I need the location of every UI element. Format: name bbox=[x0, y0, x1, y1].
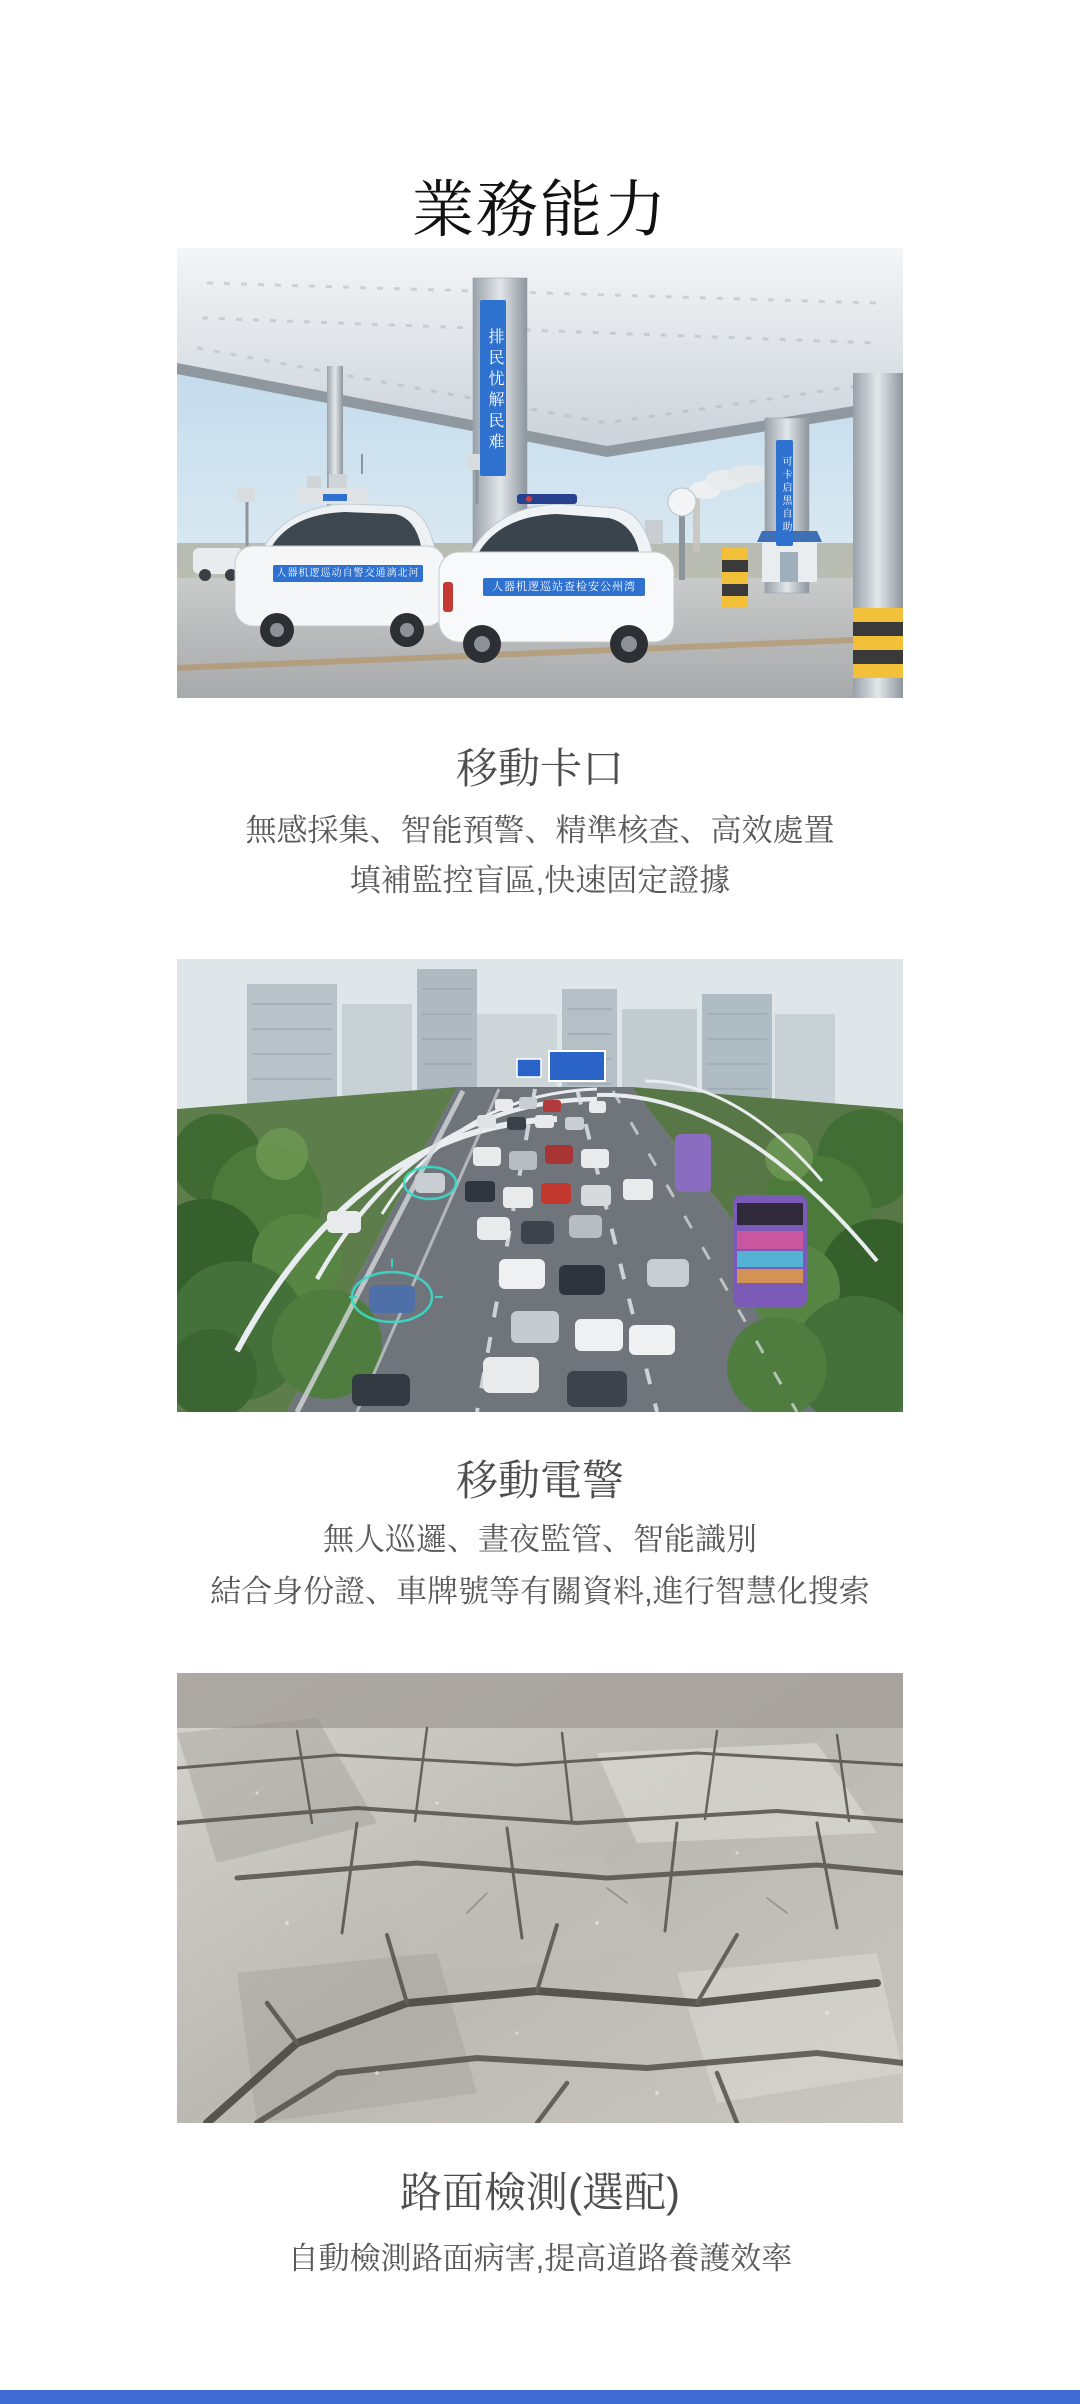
vehicle-left-banner: 人器机逻巡动自警交通漓北河 bbox=[273, 565, 423, 582]
desc-line: 無感採集、智能預警、精準核查、高效處置 bbox=[245, 813, 835, 848]
vehicle-right-banner: 人器机逻巡站查检安公州湾 bbox=[483, 578, 645, 596]
footer-blue-bar bbox=[0, 2390, 1080, 2404]
section-1-caption: 移動卡口 bbox=[455, 745, 624, 792]
section-1-description bbox=[0, 806, 1080, 906]
section-3-description bbox=[0, 2234, 1080, 2284]
desc-line: 填補監控盲區,快速固定證據 bbox=[349, 863, 731, 898]
cracked-pavement-photo bbox=[177, 1673, 903, 2123]
cracked-pavement-illustration bbox=[177, 1673, 903, 2123]
section-2-caption: 移動電警 bbox=[455, 1457, 624, 1504]
pavement-top-band bbox=[177, 1673, 903, 1728]
section-2-description bbox=[0, 1514, 1080, 1618]
page-title: 業務能力 bbox=[411, 175, 668, 245]
pillar-banner: 排民忧解民难 bbox=[480, 300, 506, 476]
pillar-banner-small: 可卡启黑自助 bbox=[776, 440, 793, 546]
toll-station-patrol-photo bbox=[177, 248, 903, 698]
desc-line: 無人巡邏、晝夜監管、智能識別 bbox=[323, 1522, 757, 1557]
desc-line: 結合身份證、車牌號等有關資料,進行智慧化搜索 bbox=[210, 1574, 870, 1609]
right-mega-pillar bbox=[853, 373, 903, 698]
striped-bollard bbox=[722, 548, 748, 608]
city-traffic-photo bbox=[177, 959, 903, 1412]
toll-station-illustration bbox=[177, 248, 903, 698]
section-3-caption: 路面檢測(選配) bbox=[400, 2169, 680, 2216]
city-traffic-illustration bbox=[177, 959, 903, 1412]
desc-line: 自動檢測路面病害,提高道路養護效率 bbox=[287, 2241, 793, 2276]
